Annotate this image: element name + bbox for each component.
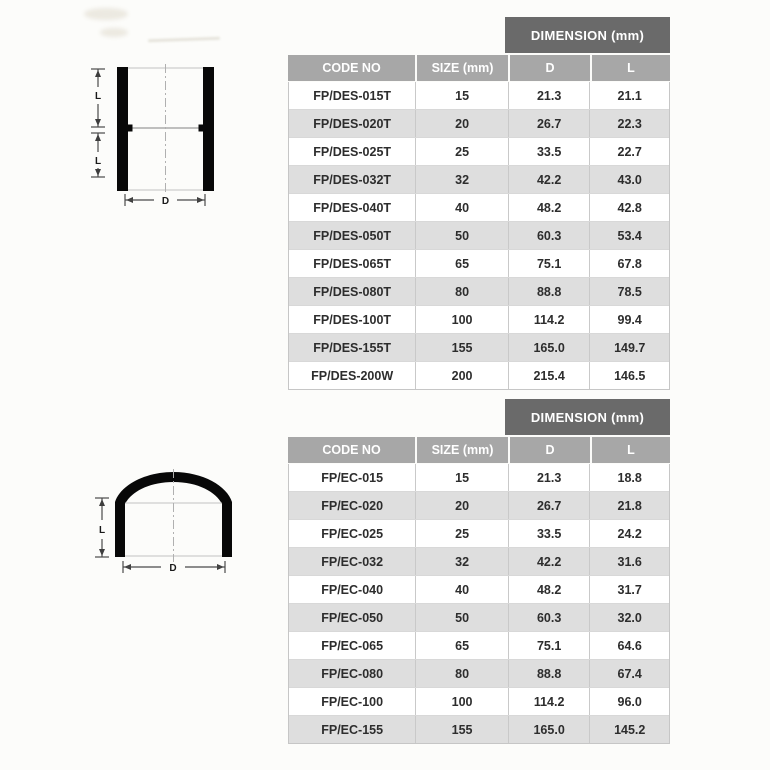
table-cell: 48.2 — [508, 576, 590, 603]
table-cell: FP/EC-155 — [321, 722, 384, 737]
table-cell: FP/DES-025T — [313, 144, 392, 159]
table-cell: 31.7 — [589, 576, 669, 603]
table-cell: 18.8 — [589, 464, 669, 491]
table-cell: 26.7 — [508, 492, 590, 519]
table-cell: 42.2 — [508, 166, 590, 193]
table-row — [289, 603, 669, 631]
table-cell: 21.8 — [589, 492, 669, 519]
table-cell: 42.8 — [589, 194, 669, 221]
table-cell: 64.6 — [589, 632, 669, 659]
table-cell: FP/DES-040T — [313, 200, 392, 215]
table-cell: 100 — [415, 688, 508, 715]
smudge-artifact — [84, 8, 128, 20]
table-cell: 75.1 — [508, 632, 590, 659]
table-cell: 33.5 — [508, 520, 590, 547]
table-cell: FP/EC-025 — [321, 526, 384, 541]
table-row — [289, 193, 669, 221]
table-cell: 88.8 — [508, 660, 590, 687]
column-header: CODE NO — [288, 55, 415, 81]
left-wall — [117, 67, 128, 191]
socket-coupling-diagram — [78, 54, 223, 214]
table-cell: 15 — [415, 82, 508, 109]
table-cell: 65 — [415, 250, 508, 277]
table-cell: 155 — [415, 716, 508, 743]
table-cell: 53.4 — [589, 222, 669, 249]
left-stop-nub — [128, 125, 133, 132]
table-cell: 67.8 — [589, 250, 669, 277]
table-cell: FP/DES-050T — [313, 228, 392, 243]
dim-label-l-top: L — [94, 91, 102, 102]
table-cell: FP/DES-155T — [313, 340, 392, 355]
table-cell: 26.7 — [508, 110, 590, 137]
column-header: D — [508, 437, 590, 463]
table-cell: FP/DES-015T — [313, 88, 392, 103]
smudge-artifact — [100, 28, 128, 37]
dimension-header: DIMENSION (mm) — [505, 17, 670, 53]
table-cell: FP/DES-100T — [313, 312, 392, 327]
table-row — [289, 575, 669, 603]
table-row — [289, 277, 669, 305]
table-row — [289, 687, 669, 715]
table-cell: 21.3 — [508, 464, 590, 491]
table-cell: FP/EC-015 — [321, 470, 384, 485]
table-cell: 32.0 — [589, 604, 669, 631]
dimension-table-fpdes — [288, 17, 670, 390]
table-cell: 200 — [415, 362, 508, 389]
table-cell: 22.7 — [589, 138, 669, 165]
table-cell: 40 — [415, 576, 508, 603]
dim-label-d: D — [169, 563, 177, 574]
table-header-row — [288, 437, 670, 463]
table-cell: 100 — [415, 306, 508, 333]
dimension-header: DIMENSION (mm) — [505, 399, 670, 435]
table-cell: 33.5 — [508, 138, 590, 165]
table-row — [289, 333, 669, 361]
table-cell: 75.1 — [508, 250, 590, 277]
table-cell: 20 — [415, 492, 508, 519]
table-cell: FP/DES-065T — [313, 256, 392, 271]
table-cell: 155 — [415, 334, 508, 361]
right-wall — [203, 67, 214, 191]
table-cell: 67.4 — [589, 660, 669, 687]
table-row — [289, 305, 669, 333]
table-cell: 60.3 — [508, 604, 590, 631]
table-cell: FP/EC-050 — [321, 610, 384, 625]
table-header-row — [288, 55, 670, 81]
table-cell: 20 — [415, 110, 508, 137]
table-cell: FP/DES-020T — [313, 116, 392, 131]
table-cell: 80 — [415, 660, 508, 687]
table-cell: FP/DES-080T — [313, 284, 392, 299]
table-row — [289, 547, 669, 575]
table-cell: 165.0 — [508, 334, 590, 361]
column-header: D — [508, 55, 590, 81]
table-body — [288, 82, 670, 390]
table-cell: 48.2 — [508, 194, 590, 221]
table-cell: 25 — [415, 520, 508, 547]
smudge-artifact — [148, 37, 220, 43]
table-cell: 21.3 — [508, 82, 590, 109]
dimension-arrows — [95, 70, 204, 203]
table-cell: 42.2 — [508, 548, 590, 575]
table-row — [289, 491, 669, 519]
table-cell: 65 — [415, 632, 508, 659]
table-cell: 78.5 — [589, 278, 669, 305]
table-cell: FP/EC-080 — [321, 666, 384, 681]
table-cell: FP/EC-065 — [321, 638, 384, 653]
table-cell: 145.2 — [589, 716, 669, 743]
table-cell: 149.7 — [589, 334, 669, 361]
column-header: CODE NO — [288, 437, 415, 463]
table-row — [289, 519, 669, 547]
table-cell: FP/DES-032T — [313, 172, 392, 187]
table-cell: 40 — [415, 194, 508, 221]
table-cell: 24.2 — [589, 520, 669, 547]
table-row — [289, 659, 669, 687]
end-cap-diagram — [82, 458, 247, 583]
table-cell: 50 — [415, 604, 508, 631]
table-cell: 32 — [415, 548, 508, 575]
table-body — [288, 464, 670, 744]
table-cell: FP/DES-200W — [311, 368, 394, 383]
table-row — [289, 631, 669, 659]
dim-label-l-bottom: L — [94, 156, 102, 167]
column-header: SIZE (mm) — [415, 55, 508, 81]
table-cell: 80 — [415, 278, 508, 305]
dim-label-l: L — [98, 525, 106, 536]
table-cell: 50 — [415, 222, 508, 249]
table-cell: 43.0 — [589, 166, 669, 193]
table-cell: 99.4 — [589, 306, 669, 333]
table-cell: 25 — [415, 138, 508, 165]
table-cell: FP/EC-020 — [321, 498, 384, 513]
table-row — [289, 464, 669, 491]
table-cell: 114.2 — [508, 306, 590, 333]
table-cell: FP/EC-040 — [321, 582, 384, 597]
dimension-table-fpec — [288, 399, 670, 744]
column-header: L — [590, 55, 670, 81]
dim-label-d: D — [161, 196, 170, 207]
table-cell: 22.3 — [589, 110, 669, 137]
table-cell: 96.0 — [589, 688, 669, 715]
table-cell: 15 — [415, 464, 508, 491]
table-row — [289, 361, 669, 389]
table-row — [289, 109, 669, 137]
table-cell: 165.0 — [508, 716, 590, 743]
table-cell: 31.6 — [589, 548, 669, 575]
table-cell: FP/EC-100 — [321, 694, 384, 709]
table-cell: 114.2 — [508, 688, 590, 715]
table-row — [289, 249, 669, 277]
table-row — [289, 221, 669, 249]
table-row — [289, 82, 669, 109]
column-header: L — [590, 437, 670, 463]
table-cell: 60.3 — [508, 222, 590, 249]
table-row — [289, 165, 669, 193]
table-cell: 32 — [415, 166, 508, 193]
table-row — [289, 137, 669, 165]
table-cell: 146.5 — [589, 362, 669, 389]
right-stop-nub — [199, 125, 204, 132]
table-cell: 88.8 — [508, 278, 590, 305]
table-cell: FP/EC-032 — [321, 554, 384, 569]
table-row — [289, 715, 669, 743]
column-header: SIZE (mm) — [415, 437, 508, 463]
table-cell: 21.1 — [589, 82, 669, 109]
table-cell: 215.4 — [508, 362, 590, 389]
